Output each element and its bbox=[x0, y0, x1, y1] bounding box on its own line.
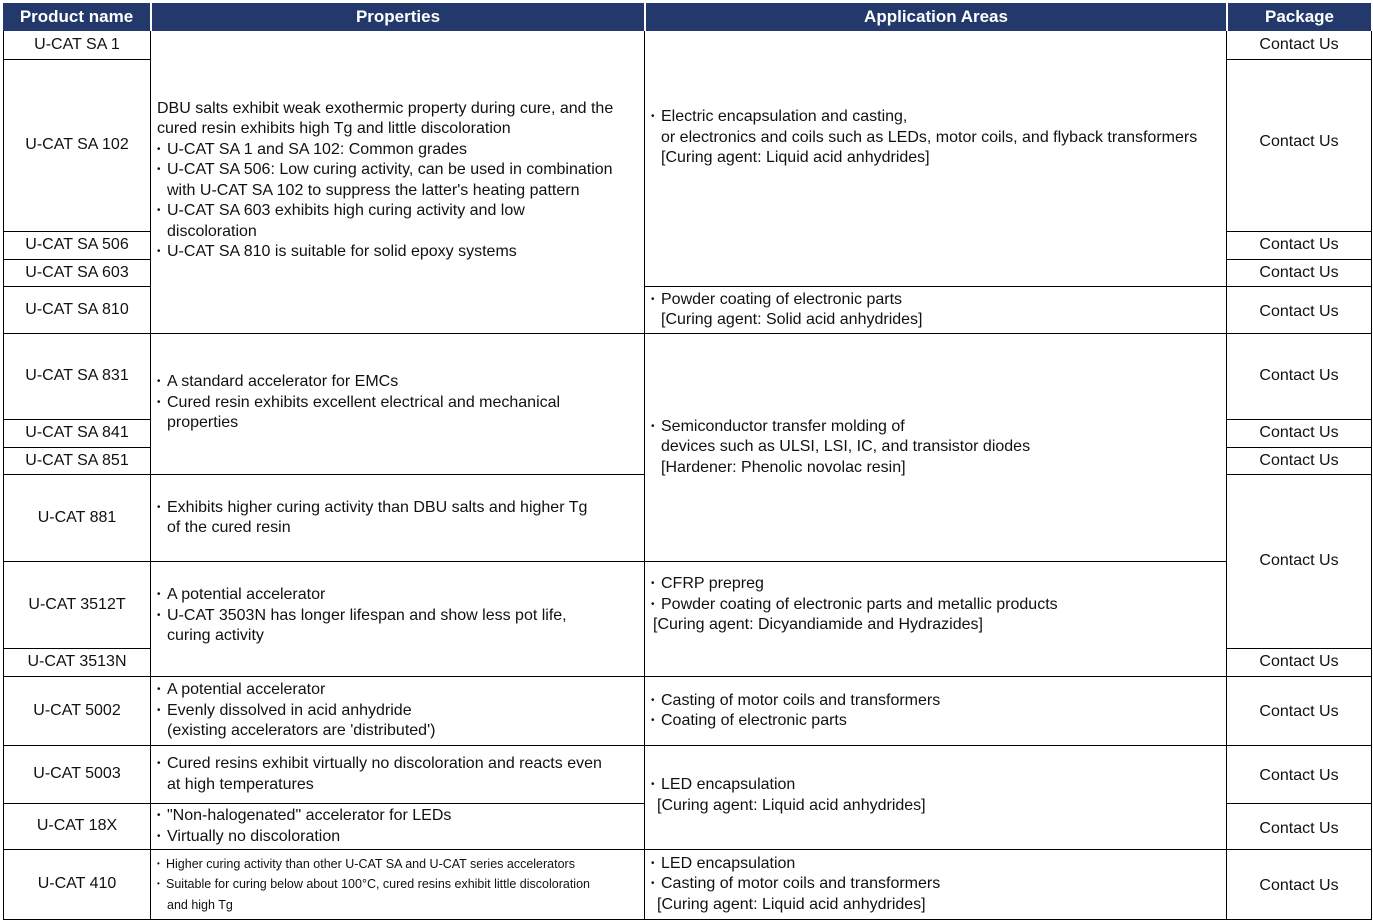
bullet-icon: • bbox=[651, 420, 655, 432]
application-text: [Curing agent: Liquid acid anhydrides] bbox=[661, 149, 930, 167]
bullet-icon: • bbox=[157, 858, 160, 868]
properties-text: Exhibits higher curing activity than DBU salts and higher Tg bbox=[167, 498, 588, 516]
properties-text: and high Tg bbox=[167, 897, 233, 912]
properties-text: Evenly dissolved in acid anhydride bbox=[167, 701, 412, 719]
bullet-icon: • bbox=[651, 779, 655, 790]
properties-text: U-CAT 3503N has longer lifespan and show less pot life, bbox=[167, 606, 567, 624]
properties-text: Cured resins exhibit virtually no discoloration and reacts even bbox=[167, 755, 602, 772]
product-name-cell: U-CAT 410 bbox=[37, 875, 117, 893]
product-name-cell: U-CAT 18X bbox=[36, 817, 118, 835]
application-cell bbox=[645, 677, 1226, 745]
bullet-icon: • bbox=[157, 376, 161, 388]
bullet-icon: • bbox=[157, 609, 161, 621]
application-text: Semiconductor transfer molding of bbox=[661, 417, 905, 435]
application-text: Coating of electronic parts bbox=[661, 712, 847, 729]
product-name-cell: U-CAT 5003 bbox=[33, 765, 121, 783]
bullet-icon: • bbox=[651, 878, 655, 890]
bullet-icon: • bbox=[157, 143, 161, 155]
application-cell bbox=[645, 562, 1226, 676]
properties-text: properties bbox=[167, 414, 239, 432]
contact-us-link[interactable]: Contact Us bbox=[1259, 767, 1339, 785]
header-package: Package bbox=[1228, 3, 1371, 31]
properties-text: Cured resin exhibits excellent electrical and mechanical bbox=[167, 393, 561, 411]
application-text: [Hardener: Phenolic novolac resin] bbox=[661, 458, 906, 476]
product-name-cell: U-CAT SA 506 bbox=[25, 236, 129, 254]
application-cell bbox=[645, 850, 1226, 919]
properties-cell bbox=[151, 334, 644, 474]
product-name-cell: U-CAT 3512T bbox=[28, 595, 126, 613]
bullet-icon: • bbox=[651, 293, 655, 305]
bullet-icon: • bbox=[651, 578, 655, 590]
properties-text: A potential accelerator bbox=[167, 586, 326, 604]
product-name-cell: U-CAT SA 603 bbox=[25, 263, 129, 281]
product-name-cell: U-CAT SA 851 bbox=[25, 451, 129, 469]
properties-text: cured resin exhibits high Tg and little discoloration bbox=[157, 120, 511, 137]
properties-text: A standard accelerator for EMCs bbox=[167, 373, 399, 391]
properties-text: U-CAT SA 810 is suitable for solid epoxy systems bbox=[167, 243, 517, 260]
product-name-cell: U-CAT 881 bbox=[37, 508, 117, 526]
bullet-icon: • bbox=[157, 164, 161, 175]
bullet-icon: • bbox=[157, 501, 161, 513]
properties-text: of the cured resin bbox=[167, 519, 291, 536]
contact-us-link[interactable]: Contact Us bbox=[1259, 702, 1339, 720]
application-text: or electronics and coils such as LEDs, motor coils, and flyback transformers bbox=[661, 128, 1198, 146]
contact-us-link[interactable]: Contact Us bbox=[1259, 424, 1339, 442]
contact-us-link[interactable]: Contact Us bbox=[1259, 36, 1339, 54]
application-cell bbox=[645, 32, 1226, 286]
product-name-cell: U-CAT SA 102 bbox=[25, 136, 129, 154]
application-text: [Curing agent: Liquid acid anhydrides] bbox=[657, 796, 926, 814]
bullet-icon: • bbox=[157, 830, 161, 842]
bullet-icon: • bbox=[157, 246, 161, 257]
application-text: LED encapsulation bbox=[661, 776, 796, 793]
product-name-cell: U-CAT SA 1 bbox=[34, 36, 120, 54]
properties-text: U-CAT SA 506: Low curing activity, can be used in combination bbox=[167, 161, 613, 178]
application-text: Powder coating of electronic parts bbox=[661, 290, 903, 308]
application-cell bbox=[645, 287, 1226, 333]
product-name-cell: U-CAT SA 831 bbox=[25, 367, 129, 385]
properties-cell bbox=[151, 850, 644, 919]
properties-text: discoloration bbox=[167, 222, 257, 240]
properties-text: (existing accelerators are 'distributed') bbox=[167, 722, 436, 740]
properties-text: Virtually no discoloration bbox=[167, 827, 341, 845]
contact-us-link[interactable]: Contact Us bbox=[1259, 820, 1339, 838]
properties-cell bbox=[151, 677, 644, 745]
bullet-icon: • bbox=[157, 396, 161, 408]
application-cell bbox=[645, 334, 1226, 561]
bullet-icon: • bbox=[157, 589, 161, 601]
contact-us-link[interactable]: Contact Us bbox=[1259, 302, 1339, 320]
properties-text: Suitable for curing below about 100°C, cured resins exhibit little discoloration bbox=[166, 877, 590, 892]
header-application-areas: Application Areas bbox=[646, 3, 1226, 31]
bullet-icon: • bbox=[157, 205, 161, 216]
bullet-icon: • bbox=[651, 857, 655, 869]
application-text: CFRP prepreg bbox=[661, 575, 764, 593]
contact-us-link[interactable]: Contact Us bbox=[1259, 236, 1339, 254]
bullet-icon: • bbox=[651, 598, 655, 610]
bullet-icon: • bbox=[157, 810, 161, 821]
product-name-cell: U-CAT 5002 bbox=[33, 701, 121, 719]
product-name-cell: U-CAT SA 841 bbox=[25, 424, 129, 442]
properties-cell bbox=[151, 746, 644, 803]
application-text: [Curing agent: Solid acid anhydrides] bbox=[661, 311, 923, 328]
contact-us-link[interactable]: Contact Us bbox=[1259, 367, 1339, 385]
properties-cell bbox=[151, 562, 644, 676]
application-text: [Curing agent: Dicyandiamide and Hydrazides] bbox=[653, 616, 983, 634]
properties-cell bbox=[151, 32, 644, 333]
bullet-icon: • bbox=[651, 111, 655, 123]
application-text: Casting of motor coils and transformers bbox=[661, 691, 941, 709]
bullet-icon: • bbox=[157, 758, 161, 769]
application-text: Electric encapsulation and casting, bbox=[661, 108, 908, 126]
application-text: LED encapsulation bbox=[661, 854, 796, 872]
contact-us-link[interactable]: Contact Us bbox=[1259, 133, 1339, 151]
properties-text: Higher curing activity than other U-CAT SA and U-CAT series accelerators bbox=[166, 856, 575, 871]
properties-text: A potential accelerator bbox=[167, 681, 326, 699]
contact-us-link[interactable]: Contact Us bbox=[1259, 263, 1339, 281]
properties-text: U-CAT SA 603 exhibits high curing activity and low bbox=[167, 202, 525, 219]
properties-text: U-CAT SA 1 and SA 102: Common grades bbox=[167, 140, 468, 158]
properties-text: at high temperatures bbox=[167, 775, 314, 793]
properties-text: curing activity bbox=[167, 627, 264, 645]
contact-us-link[interactable]: Contact Us bbox=[1259, 451, 1339, 469]
application-text: Casting of motor coils and transformers bbox=[661, 875, 941, 893]
application-cell bbox=[645, 746, 1226, 849]
product-name-cell: U-CAT SA 810 bbox=[25, 300, 129, 318]
application-text: devices such as ULSI, LSI, IC, and transistor diodes bbox=[661, 438, 1031, 456]
properties-cell bbox=[151, 475, 644, 561]
bullet-icon: • bbox=[651, 715, 655, 726]
contact-us-link[interactable]: Contact Us bbox=[1259, 552, 1339, 570]
properties-text: with U-CAT SA 102 to suppress the latter's heating pattern bbox=[167, 181, 580, 199]
contact-us-link[interactable]: Contact Us bbox=[1259, 653, 1339, 671]
bullet-icon: • bbox=[651, 694, 655, 706]
product-name-cell: U-CAT 3513N bbox=[27, 653, 127, 671]
application-text: Powder coating of electronic parts and metallic products bbox=[661, 595, 1058, 613]
properties-text: "Non-halogenated" accelerator for LEDs bbox=[167, 807, 452, 824]
bullet-icon: • bbox=[157, 704, 161, 716]
properties-text: DBU salts exhibit weak exothermic property during cure, and the bbox=[157, 99, 614, 117]
bullet-icon: • bbox=[157, 879, 160, 889]
contact-us-link[interactable]: Contact Us bbox=[1259, 877, 1339, 895]
properties-cell bbox=[151, 804, 644, 849]
application-text: [Curing agent: Liquid acid anhydrides] bbox=[657, 895, 926, 913]
header-product-name: Product name bbox=[3, 3, 150, 31]
header-properties: Properties bbox=[152, 3, 644, 31]
bullet-icon: • bbox=[157, 684, 161, 696]
